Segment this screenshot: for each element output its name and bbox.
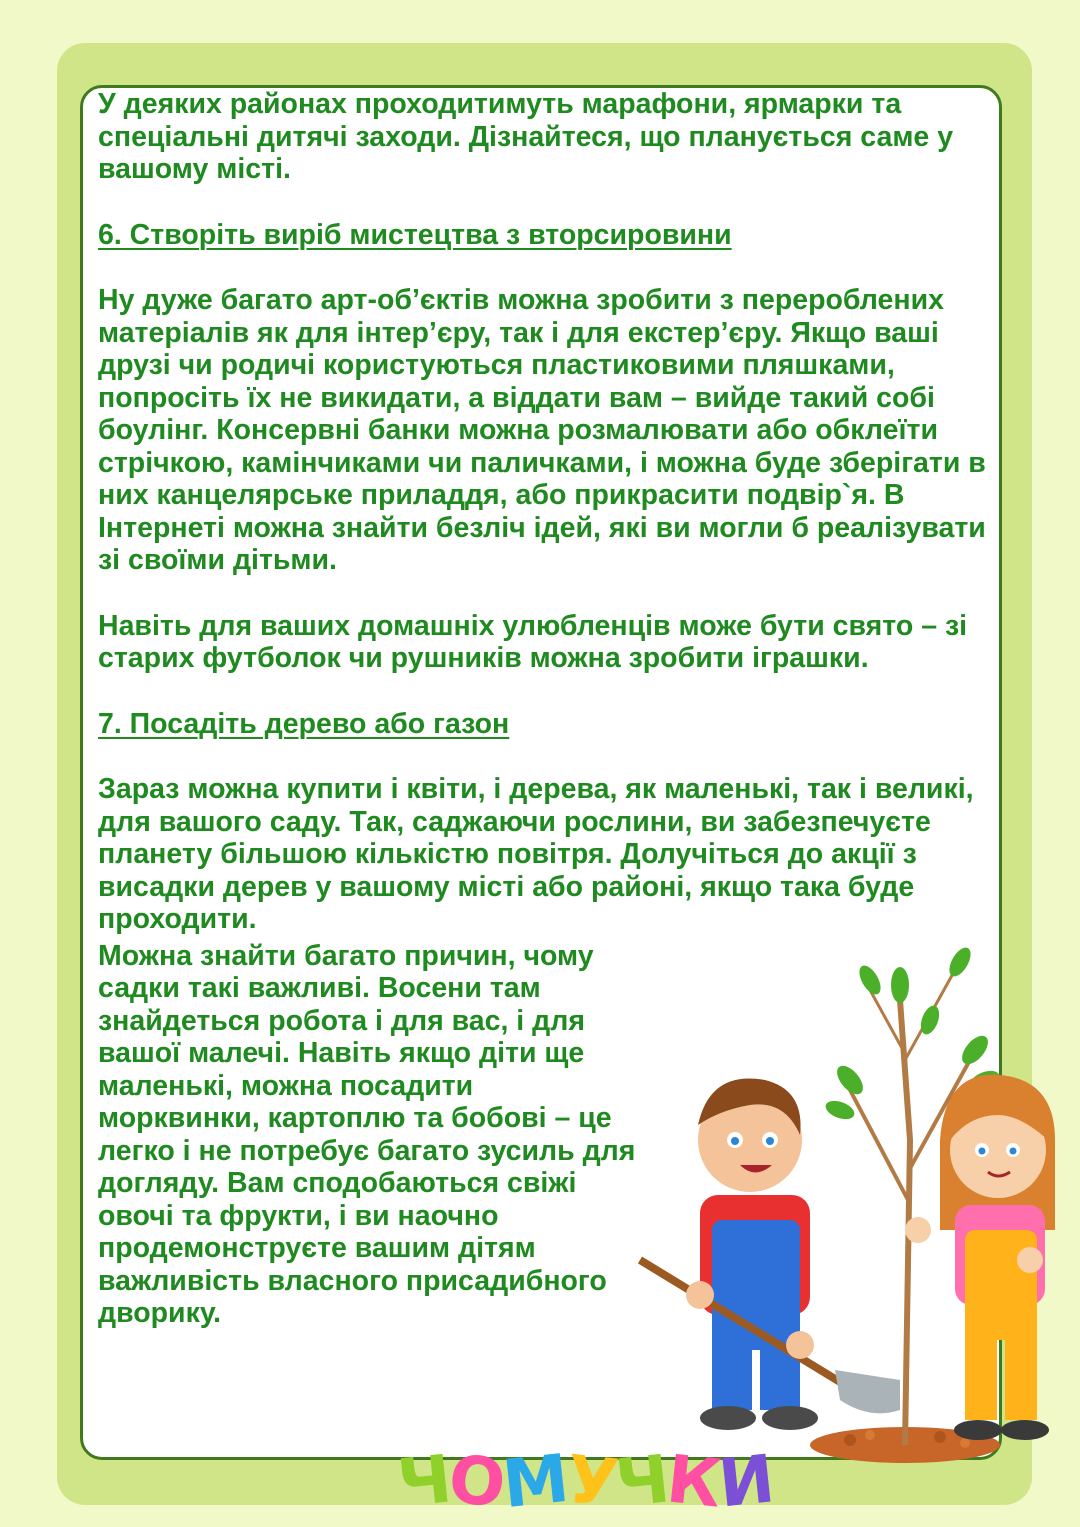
heading-recycled-art: 6. Створіть виріб мистецтва з вторсировини — [98, 218, 732, 251]
logo-letter: И — [715, 1440, 777, 1523]
chomuchky-logo — [394, 1439, 777, 1524]
logo-letter: Ч — [612, 1440, 672, 1523]
logo-letter: У — [563, 1440, 620, 1523]
boy-figure — [640, 1078, 900, 1430]
logo-letter: Ч — [394, 1440, 454, 1523]
logo-letter: О — [445, 1440, 508, 1523]
logo-letter: М — [499, 1439, 571, 1524]
heading-plant-tree: 7. Посадіть дерево або газон — [98, 707, 510, 740]
paragraph-recycled-art: Ну дуже багато арт-об’єктів можна зробити з перероблених матеріалів як для інтер’єру, так і для екстер’єру. Якщо ваші друзі чи родичі користуються пластиковими пляшками, попросіть їх не викидати, а віддати вам – вийде такий собі боулінг. Консервні банки можна розмалювати або обклеїти стрічкою, камінчиками чи паличками, і можна буде зберігати в них канцелярське приладдя, або прикрасити подвір`я. В Інтернеті можна знайти безліч ідей, які ви могли б реалізувати зі своїми дітьми. — [98, 284, 986, 576]
kids-planting-tree-illustration — [600, 940, 1070, 1480]
paragraph-events: У деяких районах проходитимуть марафони, ярмарки та спеціальні дитячі заходи. Дізнайтеся, що планується саме у вашому місті. — [98, 88, 954, 185]
paragraph-pets: Навіть для ваших домашніх улюбленців може бути свято – зі старих футболок чи рушників можна зробити іграшки. — [98, 609, 968, 674]
girl-figure — [905, 1075, 1055, 1440]
paragraph-gardens: Можна знайти багато причин, чому садки такі важливі. Восени там знайдеться робота і для вас, і для вашої малечі. Навіть якщо діти ще маленькі, можна посадити морквинки, картоплю та бобові – це легко і не потребує багато зусиль для догляду. Вам сподобаються свіжі овочі та фрукти, і ви наочно продемонструєте вашим дітям важливість власного присадибного дворику. — [98, 939, 636, 1329]
paragraph-plant-tree: Зараз можна купити і квіти, і дерева, як маленькі, так і великі, для вашого саду. Так, саджаючи рослини, ви забезпечуєте планету більшою кількістю повітря. Долучіться до акції з висадки дерев у вашому місті або районі, якщо така буде проходити. — [98, 773, 974, 935]
logo-letter: К — [663, 1440, 724, 1523]
